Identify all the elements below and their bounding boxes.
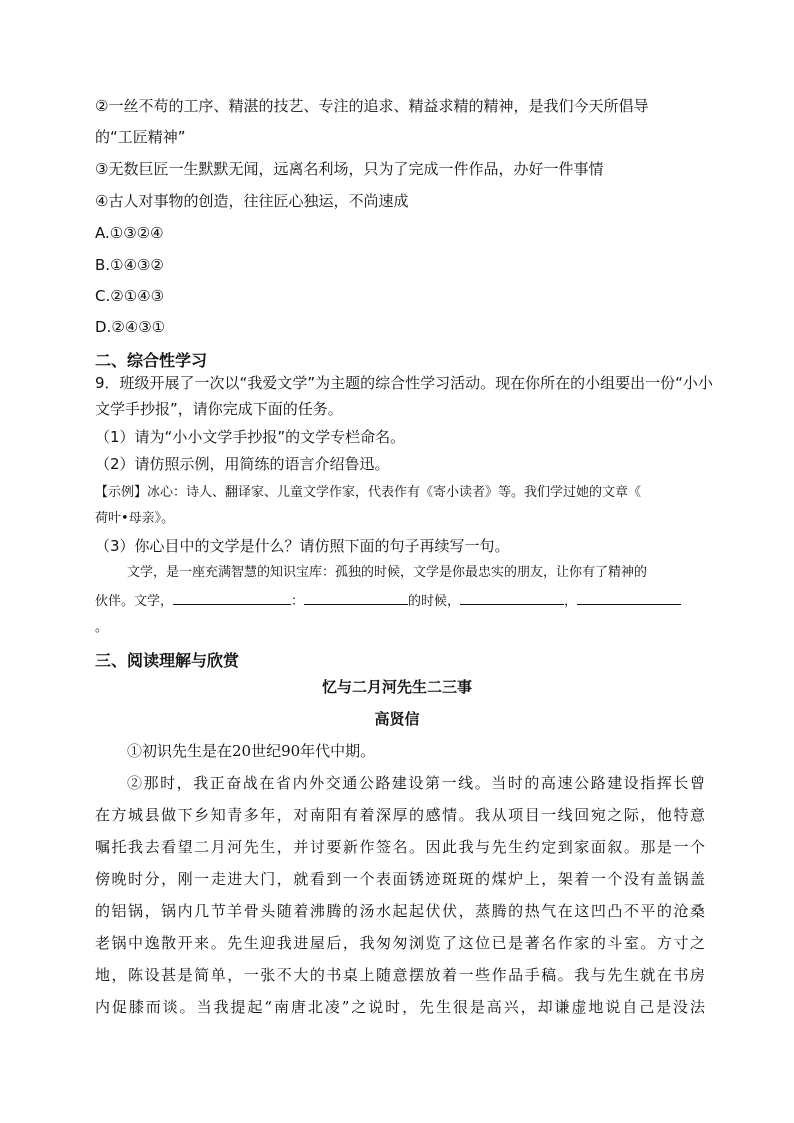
article-paragraph-2-line-4: 傍晚时分，刚一走进大门，就看到一个表面锈迹斑斑的煤炉上，架着一个没有盖锅盖 [95,870,705,888]
article-title: 忆与二月河先生二三事 [321,678,472,696]
q9-sample-sentence-line-2 [95,590,695,613]
answer-blank-1[interactable] [173,590,291,605]
answer-blank-4[interactable] [577,590,681,605]
article-author: 高贤信 [374,710,420,728]
q9-stem-line-2: 文学手抄报”，请你完成下面的任务。 [95,400,343,418]
section-3-heading: 三、阅读理解与欣赏 [95,651,240,670]
q8-item-2-line-2: 的“工匠精神” [95,128,186,146]
q8-choice-b: B.①④③② [95,256,164,274]
article-paragraph-2-line-8: 内促膝而谈。当我提起“南唐北凌”之说时，先生很是高兴，却谦虚地说自己是没法 [95,998,705,1016]
article-paragraph-2-line-3: 嘱托我去看望二月河先生，并讨要新作签名。因此我与先生约定到家面叙。那是一个 [95,838,705,856]
article-paragraph-2-line-7: 地，陈设甚是简单，一张不大的书桌上随意摆放着一些作品手稿。我与先生就在书房 [95,966,705,984]
q8-item-3: ③无数巨匠一生默默无闻，远离名利场，只为了完成一件作品，办好一件事情 [95,160,604,178]
article-paragraph-2-line-6: 老锅中逸散开来。先生迎我进屋后，我匆匆浏览了这位已是著名作家的斗室。方寸之 [95,934,705,952]
q9-example-line-2: 荷叶•母亲》。 [95,511,175,526]
article-paragraph-1: ①初识先生是在20世纪90年代中期。 [127,742,376,760]
article-paragraph-2-line-1: ②那时，我正奋战在省内外交通公路建设第一线。当时的高速公路建设指挥长曾 [127,774,705,792]
sample-when: 的时候， [408,594,461,609]
answer-blank-3[interactable] [460,590,564,605]
q8-item-4: ④古人对事物的创造，往往匠心独运，不尚速成 [95,192,409,210]
q8-choice-c: C.②①④③ [95,287,165,305]
q9-sample-sentence-line-1: 文学，是一座充满智慧的知识宝库：孤独的时候，文学是你最忠实的朋友，让你有了精神的 [127,565,648,580]
q9-example-line-1: 【示例】冰心：诗人、翻译家、儿童文学作家，代表作有《寄小读者》等。我们学过她的文章《 [95,485,642,500]
q8-item-2-line-1: ②一丝不苟的工序、精湛的技艺、专注的追求、精益求精的精神，是我们今天所倡导 [95,97,649,115]
section-2-heading: 二、综合性学习 [95,351,208,370]
q8-choice-a: A.①③②④ [95,224,164,242]
q9-task-1: （1）请为“小小文学手抄报”的文学专栏命名。 [95,428,406,446]
sample-comma: ， [564,594,578,609]
q9-sample-sentence-line-3: 。 [95,620,109,635]
q9-task-2: （2）请仿照示例，用简练的语言介绍鲁迅。 [95,455,390,473]
sample-prefix: 伙伴。文学， [95,594,174,609]
answer-blank-2[interactable] [304,590,408,605]
q9-stem-line-1: 9．班级开展了一次以“我爱文学”为主题的综合性学习活动。现在你所在的小组要出一份“小小 [95,374,713,392]
q8-choice-d: D.②④③① [95,318,166,336]
article-paragraph-2-line-2: 在方城县做下乡知青多年，对南阳有着深厚的感情。我从项目一线回宛之际，他特意 [95,806,705,824]
article-paragraph-2-line-5: 的铝锅，锅内几节羊骨头随着沸腾的汤水起起伏伏，蒸腾的热气在这凹凸不平的沧桑 [95,902,705,920]
q9-task-3: （3）你心目中的文学是什么？请仿照下面的句子再续写一句。 [95,537,510,555]
sample-colon: ： [291,594,305,609]
